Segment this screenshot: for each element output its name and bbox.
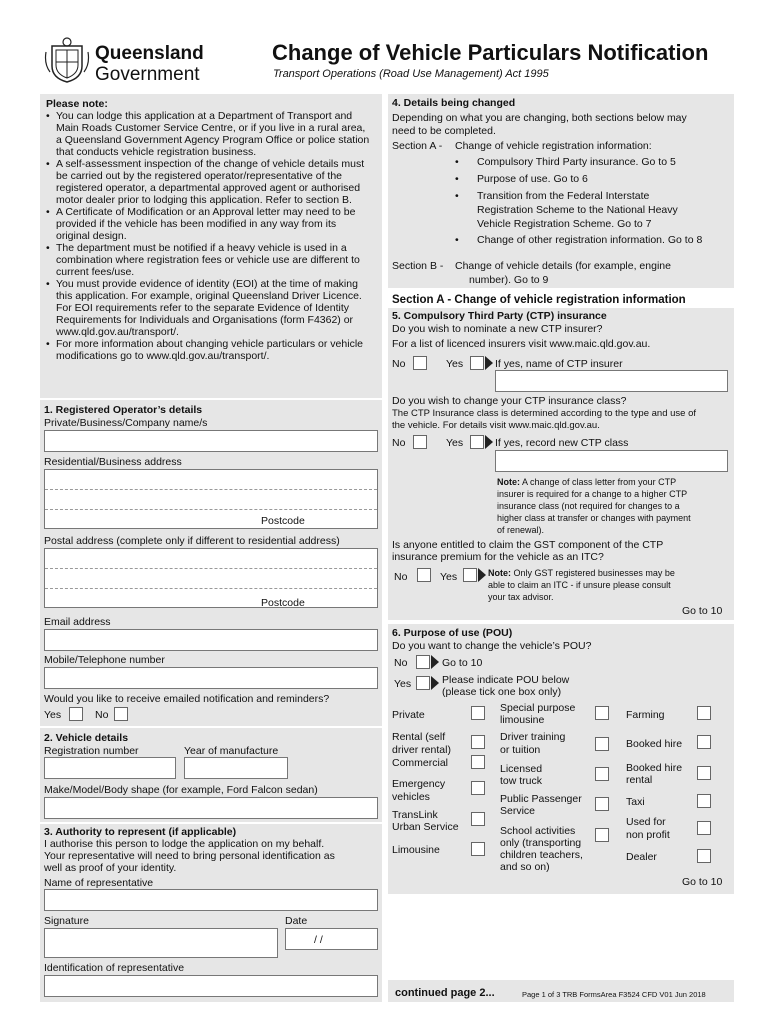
pou-option-label: Special purpose (500, 702, 576, 714)
page-title: Change of Vehicle Particulars Notification (272, 40, 709, 65)
pou-taxi-checkbox[interactable] (697, 794, 711, 808)
ctp-class-note: of renewal). (497, 525, 545, 535)
email-label: Email address (44, 616, 111, 628)
residential-address-input[interactable] (44, 469, 378, 529)
section3-heading: 3. Authority to represent (if applicable) (44, 826, 237, 838)
pou-no-checkbox[interactable] (416, 655, 430, 669)
note-label: Note: (497, 477, 520, 487)
registration-number-input[interactable] (44, 757, 176, 779)
address-line-divider (45, 568, 377, 569)
pou-option-label: Used for (626, 816, 666, 828)
registration-number-label: Registration number (44, 745, 139, 757)
phone-input[interactable] (44, 667, 378, 689)
please-note-heading: Please note: (46, 98, 108, 110)
note-text: Only GST registered businesses may be (513, 568, 675, 578)
pou-public-passenger-checkbox[interactable] (595, 797, 609, 811)
pou-option-label: non profit (626, 829, 670, 841)
pou-option-label: Public Passenger (500, 793, 582, 805)
pou-booked-hire-checkbox[interactable] (697, 735, 711, 749)
arrow-right-icon (485, 356, 493, 370)
ctp-class-info: The CTP Insurance class is determined according to the type and use of (392, 408, 696, 419)
gst-note (488, 568, 675, 579)
pou-rental-checkbox[interactable] (471, 735, 485, 749)
pou-option-label: Booked hire (626, 738, 683, 750)
authority-text: Your representative will need to bring personal identification as (44, 850, 335, 862)
ctp-insurer-name-input[interactable] (495, 370, 728, 392)
pou-option-label: Limousine (392, 844, 440, 856)
note-item: • You must provide evidence of identity (EOI) at the time of making this application. For example, original Queensland Driver Licence. For EOI requirements refer to the separate Evidence of Identity Requirements for Individuals and Organisations (form F4362) or www.qld.gov.au/transport/. (46, 278, 372, 338)
pou-limousine-checkbox[interactable] (471, 842, 485, 856)
section5-goto: Go to 10 (682, 605, 723, 617)
note-item: • A self-assessment inspection of the change of vehicle details must be carried out by the registered operator/representative of the registered operator, a departmental approved agent or authorised motor dealer prior to lodging this application. Refer to section B. (46, 158, 372, 206)
section-a-bullet: Transition from the Federal Interstate (477, 190, 650, 202)
ctp-class-note: higher class at transfer or changes with payment (497, 513, 691, 523)
ctp-insurer-question: Do you wish to nominate a new CTP insurer? (392, 323, 603, 335)
note-item: • A Certificate of Modification or an Approval letter may need to be provided if the vehicle has been modified in any way from its original design. (46, 206, 372, 242)
residential-postcode-label: Postcode (261, 515, 305, 527)
section6-goto: Go to 10 (682, 876, 723, 888)
date-input[interactable] (285, 928, 378, 950)
org-name-line1: Queensland (95, 43, 204, 64)
ctp-class-input[interactable] (495, 450, 728, 472)
pou-option-label: Private (392, 709, 425, 721)
section-b-text: Change of vehicle details (for example, engine (455, 260, 671, 272)
pou-yes-label: Yes (394, 678, 412, 690)
pou-non-profit-checkbox[interactable] (697, 821, 711, 835)
pou-option-label: Service (500, 805, 536, 817)
bullet-glyph: • (455, 190, 459, 202)
ctp-class-info: the vehicle. For details visit www.maic.qld.gov.au. (392, 420, 600, 431)
pou-private-checkbox[interactable] (471, 706, 485, 720)
section-a-bullet: Vehicle Registration Scheme. Go to 7 (477, 218, 652, 230)
authority-text: I authorise this person to lodge the application on my behalf. (44, 838, 325, 850)
pou-dealer-checkbox[interactable] (697, 849, 711, 863)
gst-note: able to claim an ITC - if unsure please consult (488, 580, 671, 590)
date-label: Date (285, 915, 308, 927)
ctp-insurer-yes-text: If yes, name of CTP insurer (495, 358, 623, 370)
postal-address-input[interactable] (44, 548, 378, 608)
page-subtitle: Transport Operations (Road Use Management) Act 1995 (273, 68, 549, 80)
ctp-class-yes-text: If yes, record new CTP class (495, 437, 629, 449)
address-line-divider (45, 509, 377, 510)
gst-no-checkbox[interactable] (417, 568, 431, 582)
ctp-insurer-yes-label: Yes (446, 358, 464, 370)
footer-info: Page 1 of 3 TRB FormsArea F3524 CFD V01 Jun 2018 (522, 990, 706, 999)
bullet-glyph: • (455, 234, 459, 246)
gst-no-label: No (394, 571, 408, 583)
pou-option-label: Farming (626, 709, 665, 721)
ctp-class-note: insurance class (not required for changes to a (497, 501, 680, 511)
section1-heading: 1. Registered Operator’s details (44, 404, 203, 416)
section-a-heading: Section A - Change of vehicle registration information (392, 294, 686, 306)
pou-question: Do you want to change the vehicle’s POU? (392, 640, 592, 652)
pou-booked-hire-rental-checkbox[interactable] (697, 766, 711, 780)
note-item: • The department must be notified if a heavy vehicle is used in a combination where registration fees or vehicle use are different to current fees/use. (46, 242, 372, 278)
ctp-class-note (497, 477, 676, 488)
section-a-text: Change of vehicle registration information: (455, 140, 652, 152)
pou-option-label: Commercial (392, 757, 449, 769)
pou-yes-text: Please indicate POU below (442, 674, 570, 686)
pou-translink-checkbox[interactable] (471, 812, 485, 826)
pou-option-label: Booked hire (626, 762, 683, 774)
section-a-bullet: Purpose of use. Go to 6 (477, 173, 588, 185)
pou-option-label: only (transporting (500, 837, 582, 849)
postal-postcode-label: Postcode (261, 597, 305, 609)
make-model-label: Make/Model/Body shape (for example, Ford Falcon sedan) (44, 784, 318, 796)
gst-question: insurance premium for the vehicle as an ITC? (392, 551, 604, 563)
pou-option-label: Dealer (626, 851, 657, 863)
signature-input[interactable] (44, 928, 278, 958)
pou-option-label: children teachers, (500, 849, 583, 861)
ctp-insurer-info: For a list of licenced insurers visit www.maic.qld.gov.au. (392, 338, 651, 350)
gst-yes-checkbox[interactable] (463, 568, 477, 582)
notify-yes-checkbox[interactable] (69, 707, 83, 721)
operator-name-input[interactable] (44, 430, 378, 452)
pou-no-goto: Go to 10 (442, 657, 483, 669)
pou-driver-training-checkbox[interactable] (595, 737, 609, 751)
pou-option-label: Rental (self (392, 731, 446, 743)
ctp-class-yes-label: Yes (446, 437, 464, 449)
pou-yes-checkbox[interactable] (416, 676, 430, 690)
pou-option-label: or tuition (500, 744, 541, 756)
ctp-class-note: insurer is required for a change to a higher CTP (497, 489, 688, 499)
date-separators: / / (314, 934, 323, 946)
section-b-text: number). Go to 9 (469, 274, 549, 286)
note-text: A change of class letter from your CTP (522, 477, 677, 487)
pou-emergency-checkbox[interactable] (471, 781, 485, 795)
notify-question: Would you like to receive emailed notification and reminders? (44, 693, 330, 705)
pou-option-label: and so on) (500, 861, 550, 873)
section4-intro: need to be completed. (392, 125, 496, 137)
notify-no-label: No (95, 709, 109, 721)
gst-question: Is anyone entitled to claim the GST component of the CTP (392, 539, 664, 551)
note-item: • For more information about changing vehicle particulars or vehicle modifications go to www.qld.gov.au/transport/. (46, 338, 372, 362)
continued-label: continued page 2... (395, 987, 495, 999)
gst-yes-label: Yes (440, 571, 458, 583)
pou-special-limousine-checkbox[interactable] (595, 706, 609, 720)
pou-option-label: driver rental) (392, 744, 451, 756)
note-label: Note: (488, 568, 511, 578)
pou-option-label: tow truck (500, 775, 543, 787)
pou-no-label: No (394, 657, 408, 669)
please-note-list (46, 110, 372, 362)
note-item: • You can lodge this application at a Department of Transport and Main Roads Customer Service Centre, or if you live in a rural area, a Queensland Government Agency Program Office or police station that conducts vehicle registration business. (46, 110, 372, 158)
section-a-bullet: Compulsory Third Party insurance. Go to 5 (477, 156, 676, 168)
section-a-bullet: Change of other registration information. Go to 8 (477, 234, 703, 246)
authority-text: well as proof of your identity. (44, 862, 177, 874)
arrow-right-icon (431, 655, 439, 669)
ctp-insurer-no-checkbox[interactable] (413, 356, 427, 370)
arrow-right-icon (431, 676, 439, 690)
year-of-manufacture-label: Year of manufacture (184, 745, 279, 757)
pou-option-label: Urban Service (392, 821, 459, 833)
pou-option-label: Driver training (500, 731, 566, 743)
pou-option-label: rental (626, 774, 653, 786)
section6-heading: 6. Purpose of use (POU) (392, 627, 513, 639)
representative-id-input[interactable] (44, 975, 378, 997)
section-b-prefix: Section B - (392, 260, 444, 272)
ctp-class-yes-checkbox[interactable] (470, 435, 484, 449)
pou-option-label: Licensed (500, 763, 543, 775)
email-input[interactable] (44, 629, 378, 651)
qld-crest-icon (44, 36, 90, 84)
make-model-input[interactable] (44, 797, 378, 819)
pou-option-label: vehicles (392, 791, 430, 803)
notify-yes-label: Yes (44, 709, 62, 721)
address-line-divider (45, 588, 377, 589)
representative-id-label: Identification of representative (44, 962, 185, 974)
phone-label: Mobile/Telephone number (44, 654, 165, 666)
section4-intro: Depending on what you are changing, both sections below may (392, 112, 687, 124)
postal-address-label: Postal address (complete only if different to residential address) (44, 535, 340, 547)
section5-heading: 5. Compulsory Third Party (CTP) insurance (392, 310, 607, 322)
pou-option-label: Emergency (392, 778, 446, 790)
pou-option-label: TransLink (392, 809, 438, 821)
pou-yes-text: (please tick one box only) (442, 686, 562, 698)
pou-commercial-checkbox[interactable] (471, 755, 485, 769)
pou-school-activities-checkbox[interactable] (595, 828, 609, 842)
ctp-class-no-checkbox[interactable] (413, 435, 427, 449)
section-a-prefix: Section A - (392, 140, 443, 152)
signature-label: Signature (44, 915, 89, 927)
residential-address-label: Residential/Business address (44, 456, 182, 468)
notify-no-checkbox[interactable] (114, 707, 128, 721)
operator-name-label: Private/Business/Company name/s (44, 417, 208, 429)
please-note-panel (40, 94, 382, 398)
org-name-line2: Government (95, 64, 200, 85)
arrow-right-icon (485, 435, 493, 449)
gst-note: your tax advisor. (488, 592, 554, 602)
section2-heading: 2. Vehicle details (44, 732, 129, 744)
pou-farming-checkbox[interactable] (697, 706, 711, 720)
address-line-divider (45, 489, 377, 490)
arrow-right-icon (478, 568, 486, 582)
pou-option-label: School activities (500, 825, 576, 837)
bullet-glyph: • (455, 173, 459, 185)
pou-option-label: Taxi (626, 796, 645, 808)
section-a-bullet: Registration Scheme to the National Heavy (477, 204, 678, 216)
representative-name-input[interactable] (44, 889, 378, 911)
pou-tow-truck-checkbox[interactable] (595, 767, 609, 781)
year-of-manufacture-input[interactable] (184, 757, 288, 779)
bullet-glyph: • (455, 156, 459, 168)
representative-name-label: Name of representative (44, 877, 154, 889)
pou-option-label: limousine (500, 714, 545, 726)
section4-heading: 4. Details being changed (392, 97, 516, 109)
ctp-insurer-no-label: No (392, 358, 406, 370)
ctp-class-question: Do you wish to change your CTP insurance class? (392, 395, 627, 407)
ctp-insurer-yes-checkbox[interactable] (470, 356, 484, 370)
ctp-class-no-label: No (392, 437, 406, 449)
